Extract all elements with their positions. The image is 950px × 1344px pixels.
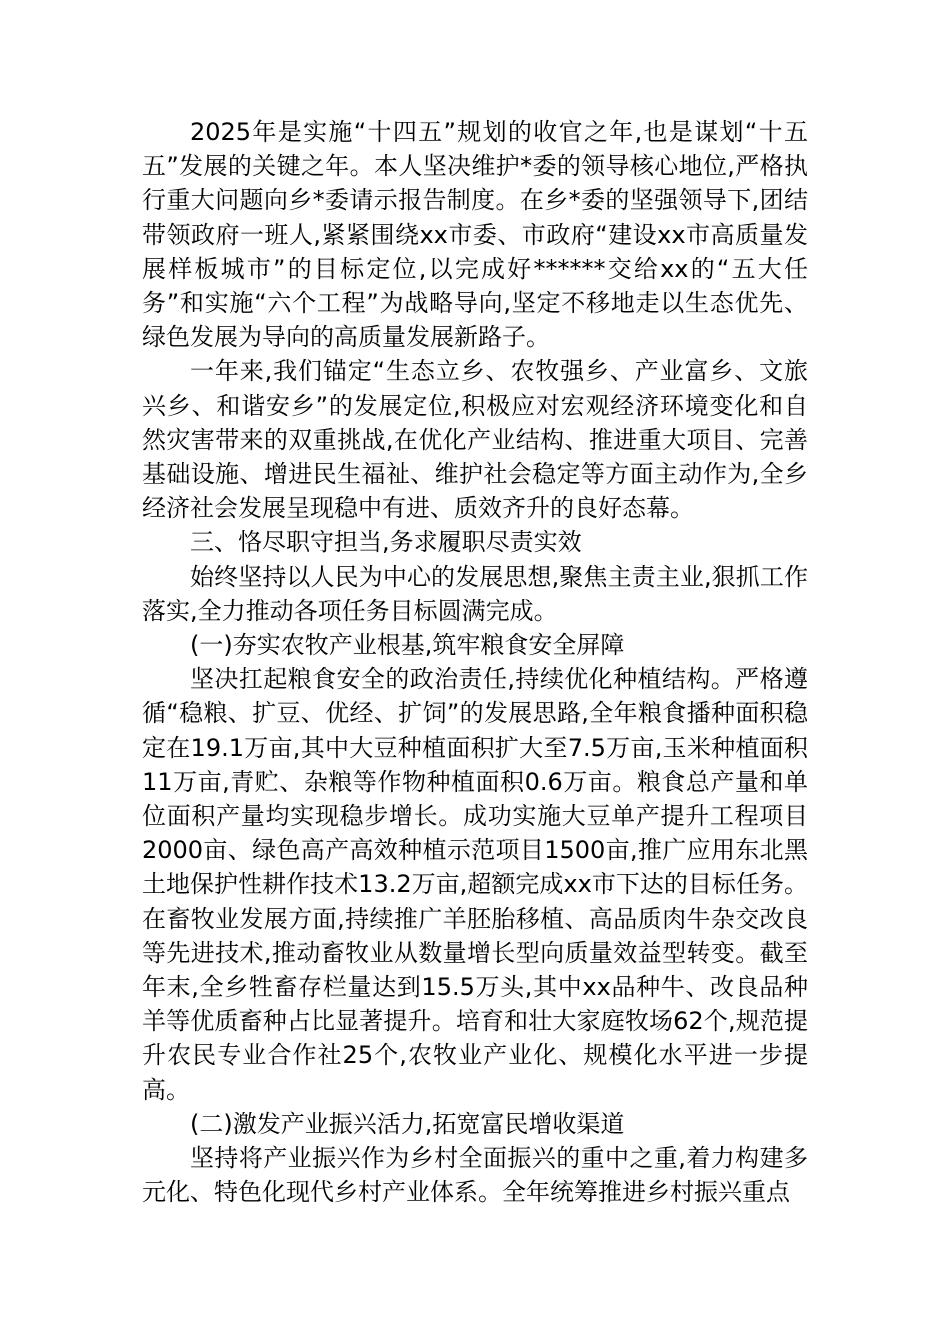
- paragraph-industry: 坚持将产业振兴作为乡村全面振兴的重中之重,着力构建多元化、特色化现代乡村产业体系。全年统筹推进乡村振兴重点: [142, 1144, 808, 1207]
- section-heading-three: 三、恪尽职守担当,务求履职尽责实效: [190, 528, 582, 557]
- document-body: [142, 115, 808, 1210]
- paragraph-agriculture: 坚决扛起粮食安全的政治责任,持续优化种植结构。严格遵循“稳粮、扩豆、优经、扩饲”的发展思路,全年粮食播种面积稳定在19.1万亩,其中大豆种植面积扩大至7.5万亩,玉米种植面积11万亩,青贮、杂粮等作物种植面积0.6万亩。粮食总产量和单位面积产量均实现稳步增长。成功实施大豆单产提升工程项目2000亩、绿色高产高效种植示范项目1500亩,推广应用东北黑土地保护性耕作技术13.2万亩,超额完成xx市下达的目标任务。在畜牧业发展方面,持续推广羊胚胎移植、高品质肉牛杂交改良等先进技术,推动畜牧业从数量增长型向质量效益型转变。截至年末,全乡牲畜存栏量达到15.5万头,其中xx品种牛、改良品种羊等优质畜种占比显著提升。培育和壮大家庭牧场62个,规范提升农民专业合作社25个,农牧业产业化、规模化水平进一步提高。: [142, 665, 808, 1104]
- paragraph-intro: 2025年是实施“十四五”规划的收官之年,也是谋划“十五五”发展的关键之年。本人坚决维护*委的领导核心地位,严格执行重大问题向乡*委请示报告制度。在乡*委的坚强领导下,团结带领政府一班人,紧紧围绕xx市委、市政府“建设xx市高质量发展样板城市”的目标定位,以完成好******交给xx的“五大任务”和实施“六个工程”为战略导向,坚定不移地走以生态优先、绿色发展为导向的高质量发展新路子。: [142, 118, 808, 352]
- paragraph-year-review: 一年来,我们锚定“生态立乡、农牧强乡、产业富乡、文旅兴乡、和谐安乡”的发展定位,积极应对宏观经济环境变化和自然灾害带来的双重挑战,在优化产业结构、推进重大项目、完善基础设施、增进民生福祉、维护社会稳定等方面主动作为,全乡经济社会发展呈现稳中有进、质效齐升的良好态幕。: [142, 357, 808, 523]
- subheading-one: (一)夯实农牧产业根基,筑牢粮食安全屏障: [190, 631, 625, 660]
- subheading-two: (二)激发产业振兴活力,拓宽富民增收渠道: [190, 1109, 625, 1138]
- paragraph-section-intro: 始终坚持以人民为中心的发展思想,聚焦主责主业,狠抓工作落实,全力推动各项任务目标圆满完成。: [142, 562, 808, 625]
